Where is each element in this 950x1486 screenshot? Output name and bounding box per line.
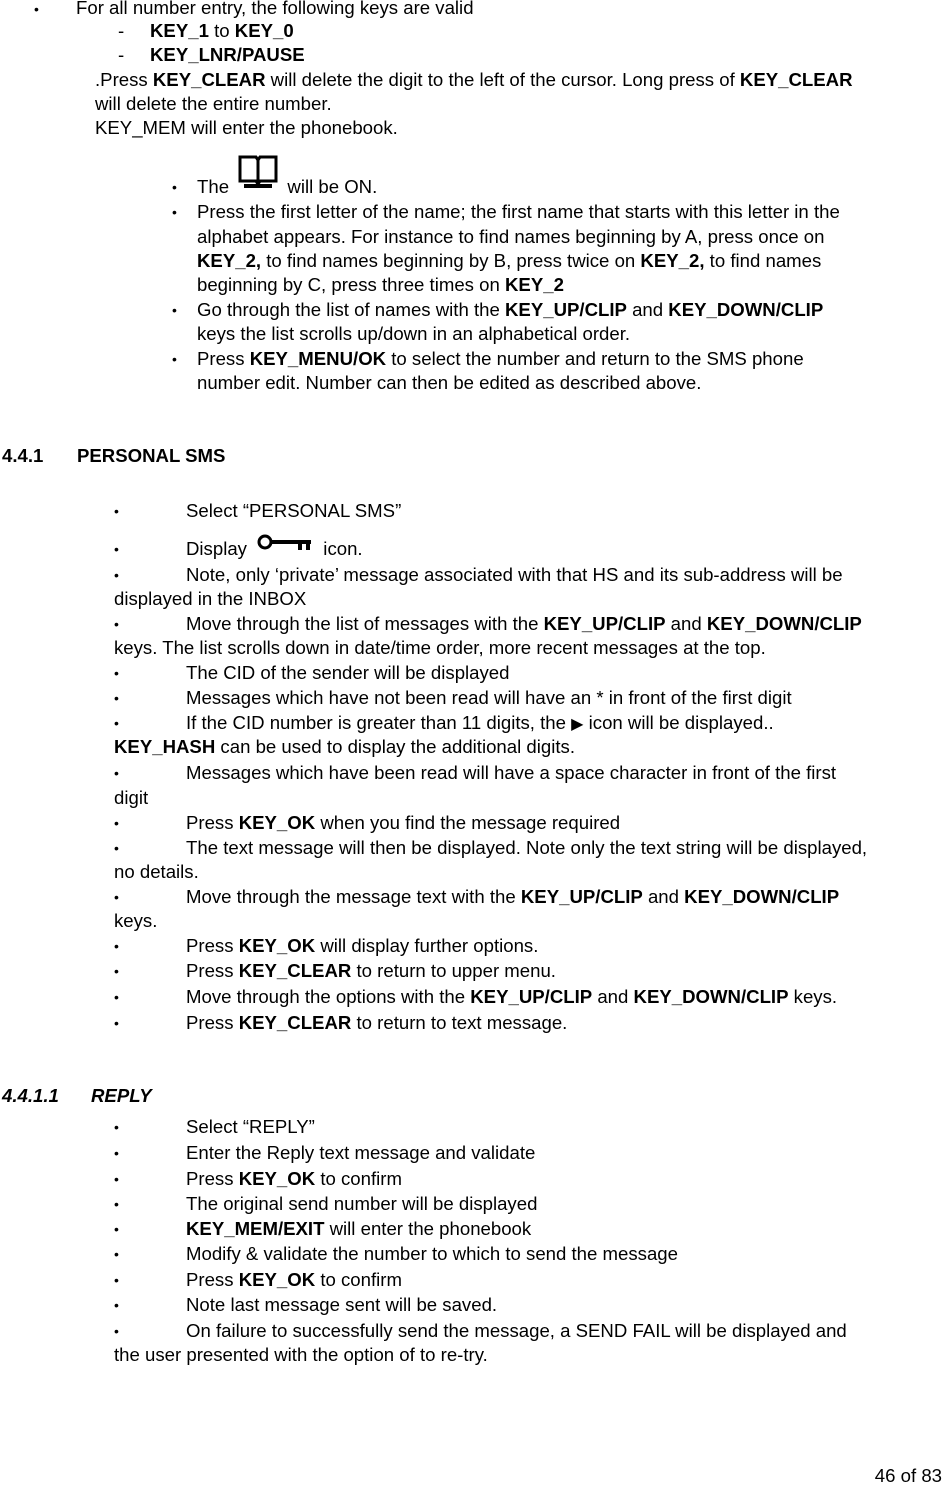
bullet: • (172, 179, 177, 195)
bullet: • (114, 989, 119, 1005)
list-item: keys. (114, 910, 158, 931)
list-item: Enter the Reply text message and validate (186, 1142, 536, 1163)
list-item: Press KEY_CLEAR to return to upper menu. (186, 960, 556, 981)
subsection-title: REPLY (91, 1085, 152, 1106)
text-line: alphabet appears. For instance to find names beginning by A, press once on (197, 226, 825, 247)
list-item: the user presented with the option of to re-try. (114, 1344, 488, 1365)
list-item: Note last message sent will be saved. (186, 1294, 498, 1315)
bullet: • (114, 840, 119, 856)
bullet: • (34, 1, 39, 17)
list-item: Note, only ‘private’ message associated with that HS and its sub-address will be (186, 564, 843, 585)
key-icon (256, 533, 314, 558)
key-lnr: KEY_LNR/PAUSE (150, 44, 305, 65)
text-line: number edit. Number can then be edited as described above. (197, 372, 702, 393)
bullet: • (114, 715, 119, 731)
clear-text-2: will delete the entire number. (95, 93, 332, 114)
key-range: KEY_1 to KEY_0 (150, 20, 294, 41)
list-item: KEY_MEM/EXIT will enter the phonebook (186, 1218, 532, 1239)
list-item: displayed in the INBOX (114, 588, 307, 609)
list-item: keys. The list scrolls down in date/time order, more recent messages at the top. (114, 637, 766, 658)
bullet: • (172, 204, 177, 220)
bullet: • (114, 765, 119, 781)
list-item: The CID of the sender will be displayed (186, 662, 510, 683)
bullet: • (114, 963, 119, 979)
bullet: • (114, 567, 119, 583)
list-item: Press KEY_OK when you find the message required (186, 812, 621, 833)
list-item: Messages which have not been read will have an * in front of the first digit (186, 687, 792, 708)
text-line: KEY_2, to find names beginning by B, press twice on KEY_2, to find names (197, 250, 822, 271)
list-item: Display icon. (186, 538, 363, 560)
list-item: Move through the options with the KEY_UP/CLIP and KEY_DOWN/CLIP keys. (186, 986, 838, 1007)
bullet: • (114, 541, 119, 557)
text-line: Press the first letter of the name; the first name that starts with this letter in the (197, 201, 840, 222)
list-item: The original send number will be displayed (186, 1193, 538, 1214)
text-line: beginning by C, press three times on KEY_2 (197, 274, 564, 295)
page-number: 46 of 83 (874, 1465, 942, 1486)
bullet: • (114, 665, 119, 681)
list-item: no details. (114, 861, 199, 882)
bullet: • (114, 503, 119, 519)
bullet: • (114, 815, 119, 831)
bullet: • (114, 1221, 119, 1237)
bullet: • (114, 1272, 119, 1288)
dash: - (118, 20, 125, 41)
list-item: digit (114, 787, 149, 808)
list-item: Select “PERSONAL SMS” (186, 500, 402, 521)
subsection-number: 4.4.1.1 (2, 1085, 59, 1106)
bullet: • (114, 1171, 119, 1187)
bullet: • (114, 1145, 119, 1161)
bullet: • (114, 1196, 119, 1212)
bullet: • (172, 351, 177, 367)
list-item: Press KEY_OK to confirm (186, 1269, 402, 1290)
dash: - (118, 44, 125, 65)
bullet: • (114, 889, 119, 905)
bullet: • (114, 1246, 119, 1262)
mem-text: KEY_MEM will enter the phonebook. (95, 117, 398, 138)
text-line: Press KEY_MENU/OK to select the number and return to the SMS phone (197, 348, 804, 369)
list-item: Press KEY_CLEAR to return to text message. (186, 1012, 568, 1033)
bullet: • (172, 302, 177, 318)
bullet: • (114, 1119, 119, 1135)
bullet: • (114, 1297, 119, 1313)
clear-text: .Press KEY_CLEAR will delete the digit to the left of the cursor. Long press of KEY_CLEAR (95, 69, 853, 90)
play-arrow-icon: ▶ (571, 714, 584, 733)
bullet: • (114, 1015, 119, 1031)
list-item: Modify & validate the number to which to send the message (186, 1243, 678, 1264)
book-icon (234, 151, 282, 196)
book-line: The will be ON. (197, 176, 377, 198)
bullet: • (114, 616, 119, 632)
bullet: • (114, 938, 119, 954)
text-line: keys the list scrolls up/down in an alphabetical order. (197, 323, 631, 344)
section-number: 4.4.1 (2, 445, 44, 466)
bullet: • (114, 1323, 119, 1339)
list-item: Press KEY_OK to confirm (186, 1168, 402, 1189)
text-line: Go through the list of names with the KEY_UP/CLIP and KEY_DOWN/CLIP (197, 299, 824, 320)
list-item: Press KEY_OK will display further options. (186, 935, 539, 956)
list-item: KEY_HASH can be used to display the additional digits. (114, 736, 575, 757)
list-item: Move through the message text with the KEY_UP/CLIP and KEY_DOWN/CLIP (186, 886, 840, 907)
list-item: On failure to successfully send the message, a SEND FAIL will be displayed and (186, 1320, 847, 1341)
section-title: PERSONAL SMS (77, 445, 226, 466)
list-item: Messages which have been read will have a space character in front of the first (186, 762, 837, 783)
list-item: Move through the list of messages with the KEY_UP/CLIP and KEY_DOWN/CLIP (186, 613, 862, 634)
bullet: • (114, 690, 119, 706)
list-item: Select “REPLY” (186, 1116, 315, 1137)
intro-text: For all number entry, the following keys are valid (76, 0, 474, 18)
list-item: The text message will then be displayed. Note only the text string will be displayed, (186, 837, 868, 858)
list-item: If the CID number is greater than 11 digits, the ▶ icon will be displayed.. (186, 712, 774, 733)
